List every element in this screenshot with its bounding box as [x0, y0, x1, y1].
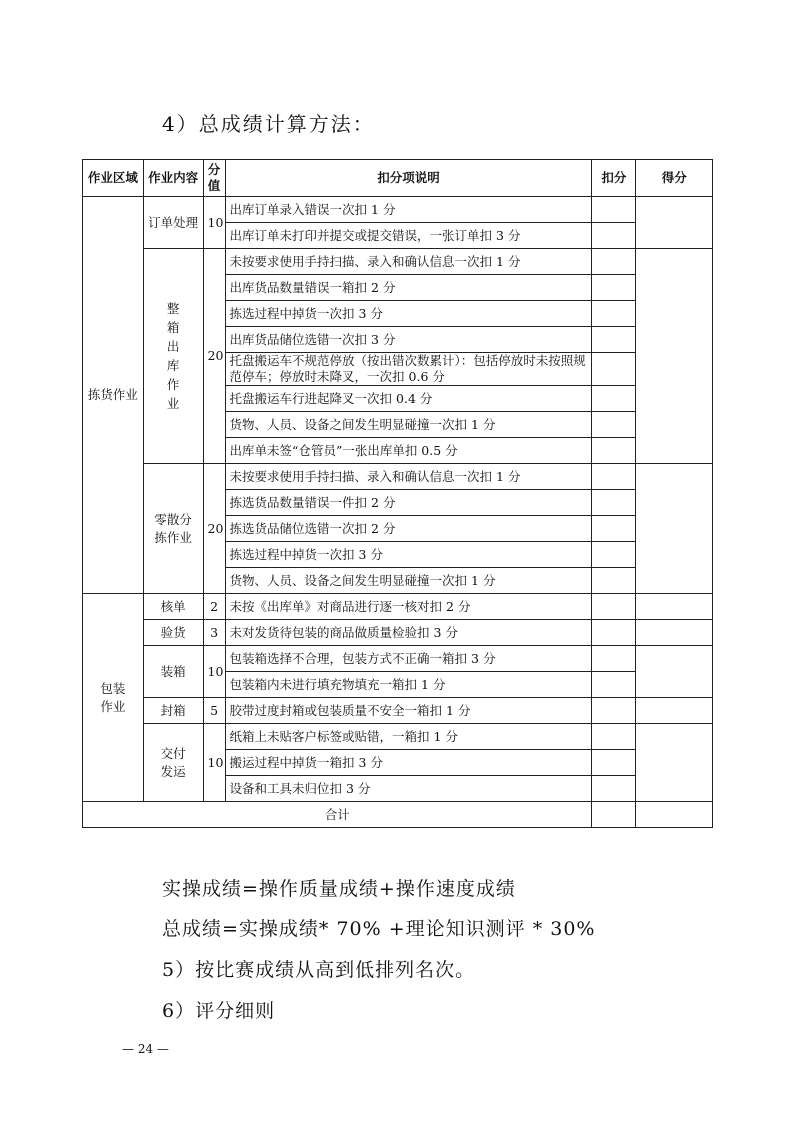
deduct-cell[interactable]: [592, 327, 636, 353]
deduct-cell[interactable]: [592, 698, 636, 724]
deduction-item: 纸箱上未贴客户标签或贴错，一箱扣 1 分: [225, 724, 592, 750]
score-check: 2: [203, 594, 225, 620]
deduction-item: 设备和工具未归位扣 3 分: [225, 776, 592, 802]
deduct-cell[interactable]: [592, 249, 636, 275]
total-label: 合计: [83, 802, 592, 828]
deduct-cell[interactable]: [592, 490, 636, 516]
table-row: [83, 249, 713, 275]
score-loose: 20: [203, 464, 225, 594]
deduction-item: 未对发货待包装的商品做质量检验扣 3 分: [225, 620, 592, 646]
scoring-table: [82, 159, 713, 828]
table-header-row: [83, 160, 713, 197]
deduct-cell[interactable]: [592, 750, 636, 776]
deduction-item: 胶带过度封箱或包装质量不安全一箱扣 1 分: [225, 698, 592, 724]
got-cell[interactable]: [636, 646, 713, 698]
deduction-item: 搬运过程中掉货一箱扣 3 分: [225, 750, 592, 776]
deduct-cell[interactable]: [592, 724, 636, 750]
total-deduct-cell[interactable]: [592, 802, 636, 828]
deduct-cell[interactable]: [592, 438, 636, 464]
formula-practical: 实操成绩=操作质量成绩+操作速度成绩: [162, 878, 516, 900]
content-check: 核单: [143, 594, 203, 620]
deduction-item: 出库货品数量错误一箱扣 2 分: [225, 275, 592, 301]
deduct-cell[interactable]: [592, 223, 636, 249]
deduct-cell[interactable]: [592, 353, 636, 386]
area-picking: 拣货作业: [83, 197, 144, 594]
deduction-item: 未按要求使用手持扫描、录入和确认信息一次扣 1 分: [225, 249, 592, 275]
deduction-item: 拣选货品数量错误一件扣 2 分: [225, 490, 592, 516]
got-cell[interactable]: [636, 724, 713, 802]
got-cell[interactable]: [636, 698, 713, 724]
deduction-item: 包装箱内未进行填充物填充一箱扣 1 分: [225, 672, 592, 698]
deduct-cell[interactable]: [592, 301, 636, 327]
formula-total: 总成绩=实操成绩* 70% +理论知识测评 * 30%: [162, 918, 596, 940]
got-cell[interactable]: [636, 197, 713, 249]
deduction-item: 出库订单未打印并提交或提交错误，一张订单扣 3 分: [225, 223, 592, 249]
deduction-item: 包装箱选择不合理，包装方式不正确一箱扣 3 分: [225, 646, 592, 672]
table-row: [83, 724, 713, 750]
deduct-cell[interactable]: [592, 275, 636, 301]
header-desc: 扣分项说明: [225, 160, 592, 197]
header-got: 得分: [636, 160, 713, 197]
header-score: 分值: [203, 160, 225, 197]
table-row: [83, 646, 713, 672]
score-seal: 5: [203, 698, 225, 724]
area-packing: 包装作业: [83, 594, 144, 802]
deduct-cell[interactable]: [592, 646, 636, 672]
content-deliver: 交付发运: [143, 724, 203, 802]
content-whole: 整箱出库作业: [143, 249, 203, 464]
header-deduct: 扣分: [592, 160, 636, 197]
deduct-cell[interactable]: [592, 672, 636, 698]
got-cell[interactable]: [636, 464, 713, 594]
deduct-cell[interactable]: [592, 594, 636, 620]
score-order: 10: [203, 197, 225, 249]
table-row: [83, 197, 713, 223]
deduction-item: 货物、人员、设备之间发生明显碰撞一次扣 1 分: [225, 568, 592, 594]
score-whole: 20: [203, 249, 225, 464]
deduction-item: 出库单未签“仓管员”一张出库单扣 0.5 分: [225, 438, 592, 464]
header-content: 作业内容: [143, 160, 203, 197]
content-seal: 封箱: [143, 698, 203, 724]
deduct-cell[interactable]: [592, 386, 636, 412]
deduction-item: 未按《出库单》对商品进行逐一核对扣 2 分: [225, 594, 592, 620]
got-cell[interactable]: [636, 620, 713, 646]
deduct-cell[interactable]: [592, 776, 636, 802]
deduction-item: 货物、人员、设备之间发生明显碰撞一次扣 1 分: [225, 412, 592, 438]
deduct-cell[interactable]: [592, 412, 636, 438]
score-box: 10: [203, 646, 225, 698]
content-box: 装箱: [143, 646, 203, 698]
table-row: [83, 698, 713, 724]
section-heading: 4）总成绩计算方法：: [162, 112, 375, 136]
deduct-cell[interactable]: [592, 516, 636, 542]
score-deliver: 10: [203, 724, 225, 802]
total-got-cell[interactable]: [636, 802, 713, 828]
deduct-cell[interactable]: [592, 620, 636, 646]
total-row: [83, 802, 713, 828]
ranking-note: 5）按比赛成绩从高到低排列名次。: [162, 959, 476, 981]
deduction-item: 托盘搬运车行进起降叉一次扣 0.4 分: [225, 386, 592, 412]
scoring-details-heading: 6）评分细则: [162, 1000, 276, 1022]
table-row: [83, 594, 713, 620]
content-order: 订单处理: [143, 197, 203, 249]
deduction-item: 出库订单录入错误一次扣 1 分: [225, 197, 592, 223]
deduct-cell[interactable]: [592, 197, 636, 223]
got-cell[interactable]: [636, 594, 713, 620]
deduction-item: 未按要求使用手持扫描、录入和确认信息一次扣 1 分: [225, 464, 592, 490]
table-row: [83, 464, 713, 490]
deduct-cell[interactable]: [592, 568, 636, 594]
page-number: — 24 —: [122, 1042, 169, 1056]
deduction-item: 拣选过程中掉货一次扣 3 分: [225, 542, 592, 568]
deduction-item: 拣选货品储位选错一次扣 2 分: [225, 516, 592, 542]
content-inspect: 验货: [143, 620, 203, 646]
deduction-item: 出库货品储位选错一次扣 3 分: [225, 327, 592, 353]
score-inspect: 3: [203, 620, 225, 646]
table-row: [83, 620, 713, 646]
got-cell[interactable]: [636, 249, 713, 464]
deduction-item: 托盘搬运车不规范停放（按出错次数累计）：包括停放时未按照规范停车；停放时未降叉，一次扣 0.6 分: [225, 353, 592, 386]
deduct-cell[interactable]: [592, 542, 636, 568]
header-area: 作业区域: [83, 160, 144, 197]
deduction-item: 拣选过程中掉货一次扣 3 分: [225, 301, 592, 327]
deduct-cell[interactable]: [592, 464, 636, 490]
content-loose: 零散分拣作业: [143, 464, 203, 594]
